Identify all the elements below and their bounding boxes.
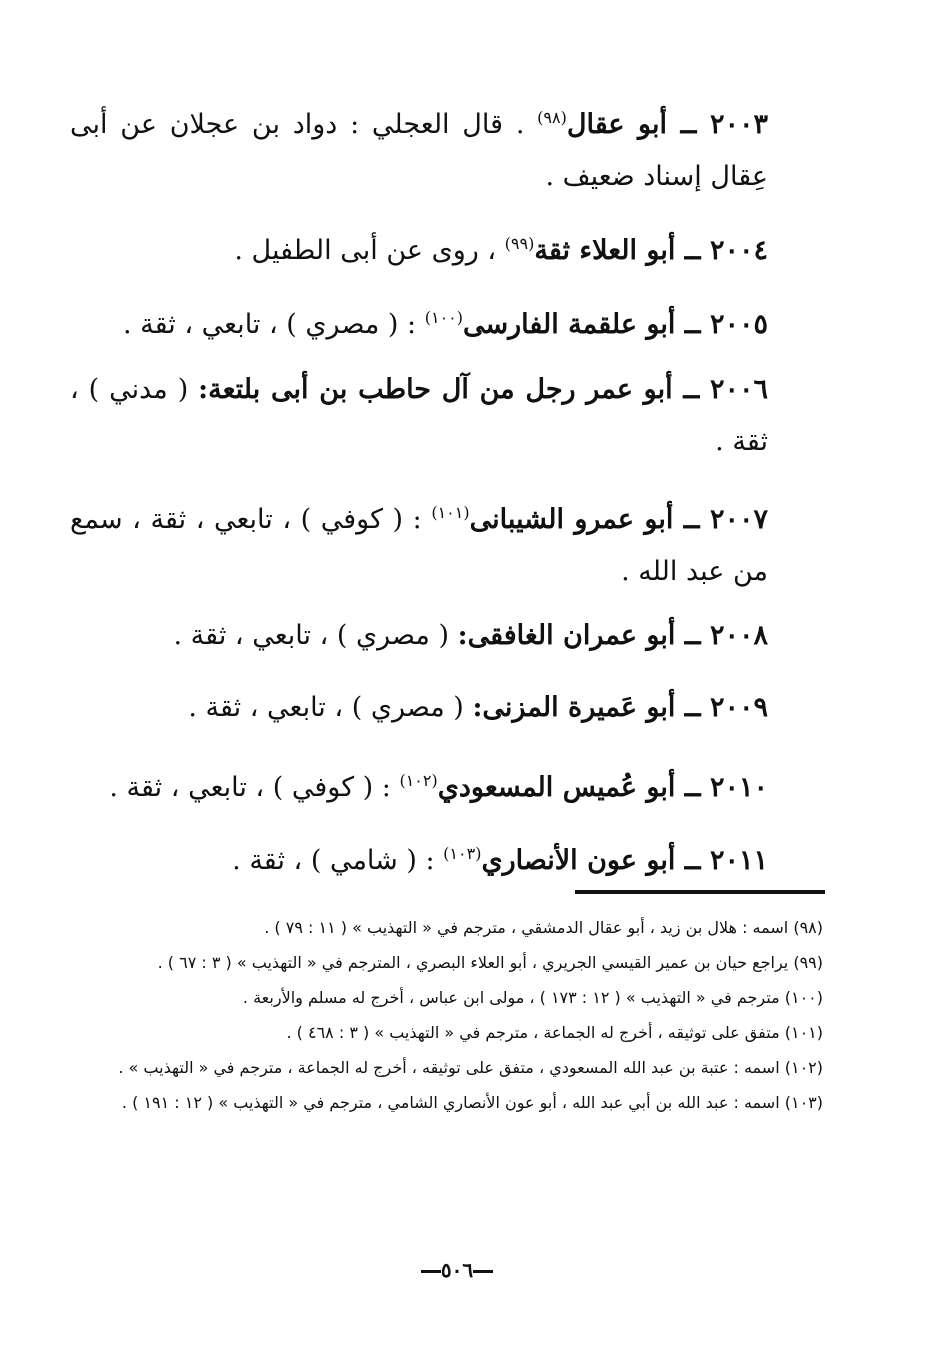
entry-number: ٢٠٠٤ — [709, 235, 768, 266]
entry-2010 — [109, 755, 768, 814]
footnote-98: (٩٨) اسمه : هلال بن زيد ، أبو عقال الدمشقي ، مترجم في « التهذيب » ( ١١ : ٧٩ ) . — [264, 918, 823, 937]
entry-2007 — [70, 487, 768, 598]
entry-dash: ــ — [683, 374, 700, 405]
footnote-ref: (١٠٠) — [424, 308, 463, 327]
entry-name: أبو عقال — [566, 109, 667, 140]
entry-2009 — [188, 682, 768, 734]
entry-name: أبو عمر رجل من آل حاطب بن أبى بلتعة: — [198, 374, 673, 405]
entry-2003 — [70, 92, 768, 203]
entry-2004 — [234, 218, 768, 277]
entry-number: ٢٠٠٩ — [709, 692, 768, 723]
entry-text: : ( كوفي ) ، تابعي ، ثقة . — [109, 772, 400, 803]
entry-2011 — [232, 828, 768, 887]
footnote-101: (١٠١) متفق على توثيقه ، أخرج له الجماعة ، مترجم في « التهذيب » ( ٣ : ٤٦٨ ) . — [286, 1023, 823, 1042]
entry-dash: ــ — [684, 309, 701, 340]
entry-number: ٢٠١١ — [709, 845, 768, 876]
entry-number: ٢٠٠٧ — [710, 504, 769, 535]
footnote-100: (١٠٠) مترجم في « التهذيب » ( ١٢ : ١٧٣ ) ، مولى ابن عباس ، أخرج له مسلم والأربعة . — [242, 988, 823, 1007]
page-number: ٥٠٦ — [412, 1258, 502, 1282]
footnote-ref: (٩٩) — [504, 234, 535, 253]
entry-name: أبو عُميس المسعودي — [437, 772, 676, 803]
entry-dash: ــ — [680, 109, 697, 140]
entry-name: أبو العلاء ثقة — [534, 235, 676, 266]
entry-2006 — [70, 364, 768, 468]
entry-number: ٢٠١٠ — [709, 772, 768, 803]
entry-number: ٢٠٠٦ — [710, 374, 769, 405]
entry-number: ٢٠٠٨ — [709, 620, 768, 651]
entry-dash: ــ — [684, 620, 701, 651]
entry-name: أبو عَميرة المزنى: — [472, 692, 676, 723]
entry-text: : ( كوفي ) ، تابعي ، ثقة ، سمع من عبد الله . — [70, 504, 768, 587]
entry-name: أبو علقمة الفارسى — [463, 309, 676, 340]
footnotes — [75, 910, 823, 1120]
entry-dash: ــ — [684, 692, 701, 723]
footnote-ref: (٩٨) — [537, 108, 567, 127]
page-number-dash — [473, 1270, 493, 1273]
entry-name: أبو عون الأنصاري — [481, 845, 676, 876]
entry-dash: ــ — [684, 772, 701, 803]
footnote-102: (١٠٢) اسمه : عتبة بن عبد الله المسعودي ، متفق على توثيقه ، أخرج له الجماعة ، مترجم في « التهذيب » . — [118, 1058, 823, 1077]
entry-2005 — [123, 292, 768, 351]
entry-dash: ــ — [684, 235, 701, 266]
entry-name: أبو عمرو الشيبانى — [469, 504, 674, 535]
footnote-ref: (١٠١) — [431, 503, 470, 522]
entry-text: : ( شامي ) ، ثقة . — [232, 845, 444, 876]
entry-text: ( مصري ) ، تابعي ، ثقة . — [188, 692, 473, 723]
entry-text: ( مدني ) ، ثقة . — [70, 374, 768, 457]
footnote-divider — [575, 890, 825, 894]
entry-text: : ( مصري ) ، تابعي ، ثقة . — [122, 309, 425, 340]
entry-name: أبو عمران الغافقى: — [457, 620, 676, 651]
entry-2008 — [174, 610, 768, 662]
footnote-ref: (١٠٣) — [443, 844, 482, 863]
footnote-103: (١٠٣) اسمه : عبد الله بن أبي عبد الله ، أبو عون الأنصاري الشامي ، مترجم في « التهذيب » ( ١٢ : ١٩١ ) . — [121, 1093, 823, 1112]
footnote-ref: (١٠٢) — [399, 771, 438, 790]
entry-text: ( مصري ) ، تابعي ، ثقة . — [173, 620, 458, 651]
page-number-dash — [421, 1270, 441, 1273]
entry-text: ، روى عن أبى الطفيل . — [234, 235, 505, 266]
entry-number: ٢٠٠٣ — [709, 109, 768, 140]
footnote-99: (٩٩) يراجع حيان بن عمير القيسي الجريري ، أبو العلاء البصري ، المترجم في « التهذيب » ( ٣ : ٦٧ ) . — [157, 953, 823, 972]
entry-number: ٢٠٠٥ — [709, 309, 768, 340]
entry-text: . قال العجلي : دواد بن عجلان عن أبى عِقال إسناد ضعيف . — [70, 109, 768, 192]
entry-dash: ــ — [683, 504, 700, 535]
entry-dash: ــ — [684, 845, 701, 876]
